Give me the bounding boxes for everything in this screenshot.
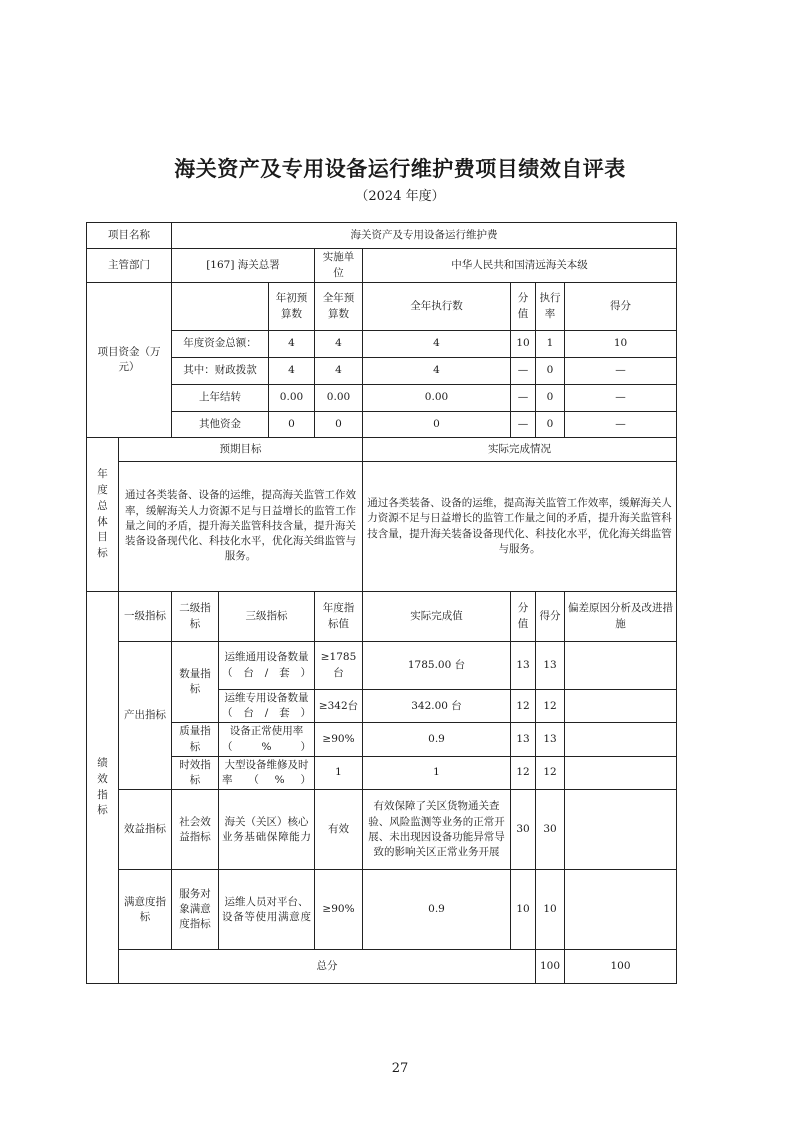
funds-budget: 0	[269, 412, 315, 438]
page-number: 27	[391, 1061, 409, 1076]
funds-row	[87, 331, 677, 358]
satisfaction-indicator-label: 满意度指标	[119, 870, 172, 950]
indicator-score: 13	[536, 642, 565, 690]
funds-header-blank	[172, 283, 269, 331]
indicator-deviation	[565, 756, 677, 789]
goals-label: 年度总体目标	[87, 438, 119, 592]
indicator-value: 13	[511, 642, 536, 690]
implementer-label: 实施单位	[315, 249, 363, 283]
funds-full-budget: 4	[315, 358, 363, 385]
total-value: 100	[536, 950, 565, 984]
funds-rate: 1	[536, 331, 565, 358]
rate-header: 执行率	[536, 283, 565, 331]
total-row	[87, 950, 677, 984]
indicator-name: 运维人员对平台、设备等使用满意度	[219, 870, 315, 950]
department-value: [167] 海关总署	[172, 249, 315, 283]
actual-goal-header: 实际完成情况	[363, 438, 677, 462]
funds-rate: 0	[536, 412, 565, 438]
year-value-header: 年度指标值	[315, 592, 363, 642]
expected-goal-text: 通过各类装备、设备的运维，提高海关监管工作效率，缓解海关人力资源不足与日益增长的监管工作量之间的矛盾，提升海关监管科技含量，提升海关装备设备现代化、科技化水平，优化海关缉监管与服务。	[119, 462, 363, 592]
funds-row-label: 上年结转	[172, 385, 269, 412]
goals-header-row	[87, 438, 677, 462]
funds-score-value: —	[511, 358, 536, 385]
execution-header: 全年执行数	[363, 283, 511, 331]
project-name-label: 项目名称	[87, 223, 172, 249]
quantity-indicator-label: 数量指标	[172, 642, 219, 723]
indicator-row	[87, 642, 677, 690]
indicator-row	[87, 756, 677, 789]
funds-row	[87, 412, 677, 438]
indicator-score: 12	[536, 690, 565, 723]
performance-evaluation-table	[86, 222, 677, 984]
funds-score: —	[565, 358, 677, 385]
funds-execution: 0	[363, 412, 511, 438]
indicator-actual: 0.9	[363, 723, 511, 756]
goals-content-row	[87, 462, 677, 592]
performance-header-row	[87, 592, 677, 642]
indicator-deviation	[565, 642, 677, 690]
funds-execution: 4	[363, 331, 511, 358]
indicator-row	[87, 723, 677, 756]
funds-row	[87, 358, 677, 385]
level1-header: 一级指标	[119, 592, 172, 642]
indicator-deviation	[565, 723, 677, 756]
actual-goal-text: 通过各类装备、设备的运维，提高海关监管工作效率，缓解海关人力资源不足与日益增长的监管工作量之间的矛盾，提升海关监管科技含量，提升海关装备设备现代化、科技化水平，优化海关缉监管与服务。	[363, 462, 677, 592]
funds-score-value: 10	[511, 331, 536, 358]
total-score: 100	[565, 950, 677, 984]
department-row	[87, 249, 677, 283]
score-value-header: 分值	[511, 283, 536, 331]
total-label: 总分	[119, 950, 536, 984]
page-title: 海关资产及专用设备运行维护费项目绩效自评表	[174, 157, 626, 181]
funds-rate: 0	[536, 358, 565, 385]
funds-rate: 0	[536, 385, 565, 412]
indicator-score: 30	[536, 790, 565, 870]
indicator-target: 1	[315, 756, 363, 789]
funds-budget: 4	[269, 331, 315, 358]
budget-header: 年初预算数	[269, 283, 315, 331]
indicator-target: ≥342台	[315, 690, 363, 723]
indicator-name: 运维专用设备数量（台/套）	[219, 690, 315, 723]
funds-row	[87, 385, 677, 412]
value-header: 分值	[511, 592, 536, 642]
output-indicator-label: 产出指标	[119, 642, 172, 790]
indicator-name: 海关（关区）核心业务基础保障能力	[219, 790, 315, 870]
indicator-deviation	[565, 790, 677, 870]
quality-indicator-label: 质量指标	[172, 723, 219, 756]
funds-row-label: 其他资金	[172, 412, 269, 438]
department-label: 主管部门	[87, 249, 172, 283]
funds-header-row	[87, 283, 677, 331]
funds-budget: 4	[269, 358, 315, 385]
actual-value-header: 实际完成值	[363, 592, 511, 642]
funds-full-budget: 0.00	[315, 385, 363, 412]
indicator-name: 运维通用设备数量（台/套）	[219, 642, 315, 690]
funds-full-budget: 0	[315, 412, 363, 438]
indicator-target: ≥1785台	[315, 642, 363, 690]
indicator-target: ≥90%	[315, 870, 363, 950]
full-budget-header: 全年预算数	[315, 283, 363, 331]
score-header: 得分	[565, 283, 677, 331]
indicator-value: 12	[511, 756, 536, 789]
project-name-value: 海关资产及专用设备运行维护费	[172, 223, 677, 249]
indicator-value: 13	[511, 723, 536, 756]
social-benefit-indicator-label: 社会效益指标	[172, 790, 219, 870]
funds-score: —	[565, 385, 677, 412]
indicator-actual: 342.00 台	[363, 690, 511, 723]
funds-row-label: 年度资金总额：	[172, 331, 269, 358]
level3-header: 三级指标	[219, 592, 315, 642]
indicator-score: 12	[536, 756, 565, 789]
indicator-row	[87, 790, 677, 870]
funds-execution: 4	[363, 358, 511, 385]
funds-execution: 0.00	[363, 385, 511, 412]
indicator-value: 30	[511, 790, 536, 870]
expected-goal-header: 预期目标	[119, 438, 363, 462]
indicator-deviation	[565, 870, 677, 950]
funds-budget: 0.00	[269, 385, 315, 412]
indicator-actual: 有效保障了关区货物通关查验、风险监测等业务的正常开展、未出现因设备功能异常导致的影响关区正常业务开展	[363, 790, 511, 870]
funds-score-value: —	[511, 385, 536, 412]
indicator-actual: 1	[363, 756, 511, 789]
funds-score-value: —	[511, 412, 536, 438]
level2-header: 二级指标	[172, 592, 219, 642]
funds-full-budget: 4	[315, 331, 363, 358]
benefit-indicator-label: 效益指标	[119, 790, 172, 870]
service-satisfaction-indicator-label: 服务对象满意度指标	[172, 870, 219, 950]
indicator-row	[87, 870, 677, 950]
indicator-value: 12	[511, 690, 536, 723]
funds-score: 10	[565, 331, 677, 358]
funds-label: 项目资金（万元）	[87, 283, 172, 438]
project-name-row	[87, 223, 677, 249]
funds-score: —	[565, 412, 677, 438]
timeliness-indicator-label: 时效指标	[172, 756, 219, 789]
indicator-target: 有效	[315, 790, 363, 870]
got-header: 得分	[536, 592, 565, 642]
indicator-name: 设备正常使用率（%）	[219, 723, 315, 756]
indicator-name: 大型设备维修及时率（%）	[219, 756, 315, 789]
indicator-score: 13	[536, 723, 565, 756]
indicator-deviation	[565, 690, 677, 723]
funds-row-label: 其中：财政拨款	[172, 358, 269, 385]
indicator-target: ≥90%	[315, 723, 363, 756]
indicator-value: 10	[511, 870, 536, 950]
indicator-actual: 1785.00 台	[363, 642, 511, 690]
indicator-score: 10	[536, 870, 565, 950]
deviation-header: 偏差原因分析及改进措施	[565, 592, 677, 642]
indicator-actual: 0.9	[363, 870, 511, 950]
performance-label: 绩效指标	[87, 592, 119, 984]
page-subtitle: （2024 年度）	[355, 189, 445, 204]
implementer-value: 中华人民共和国清远海关本级	[363, 249, 677, 283]
